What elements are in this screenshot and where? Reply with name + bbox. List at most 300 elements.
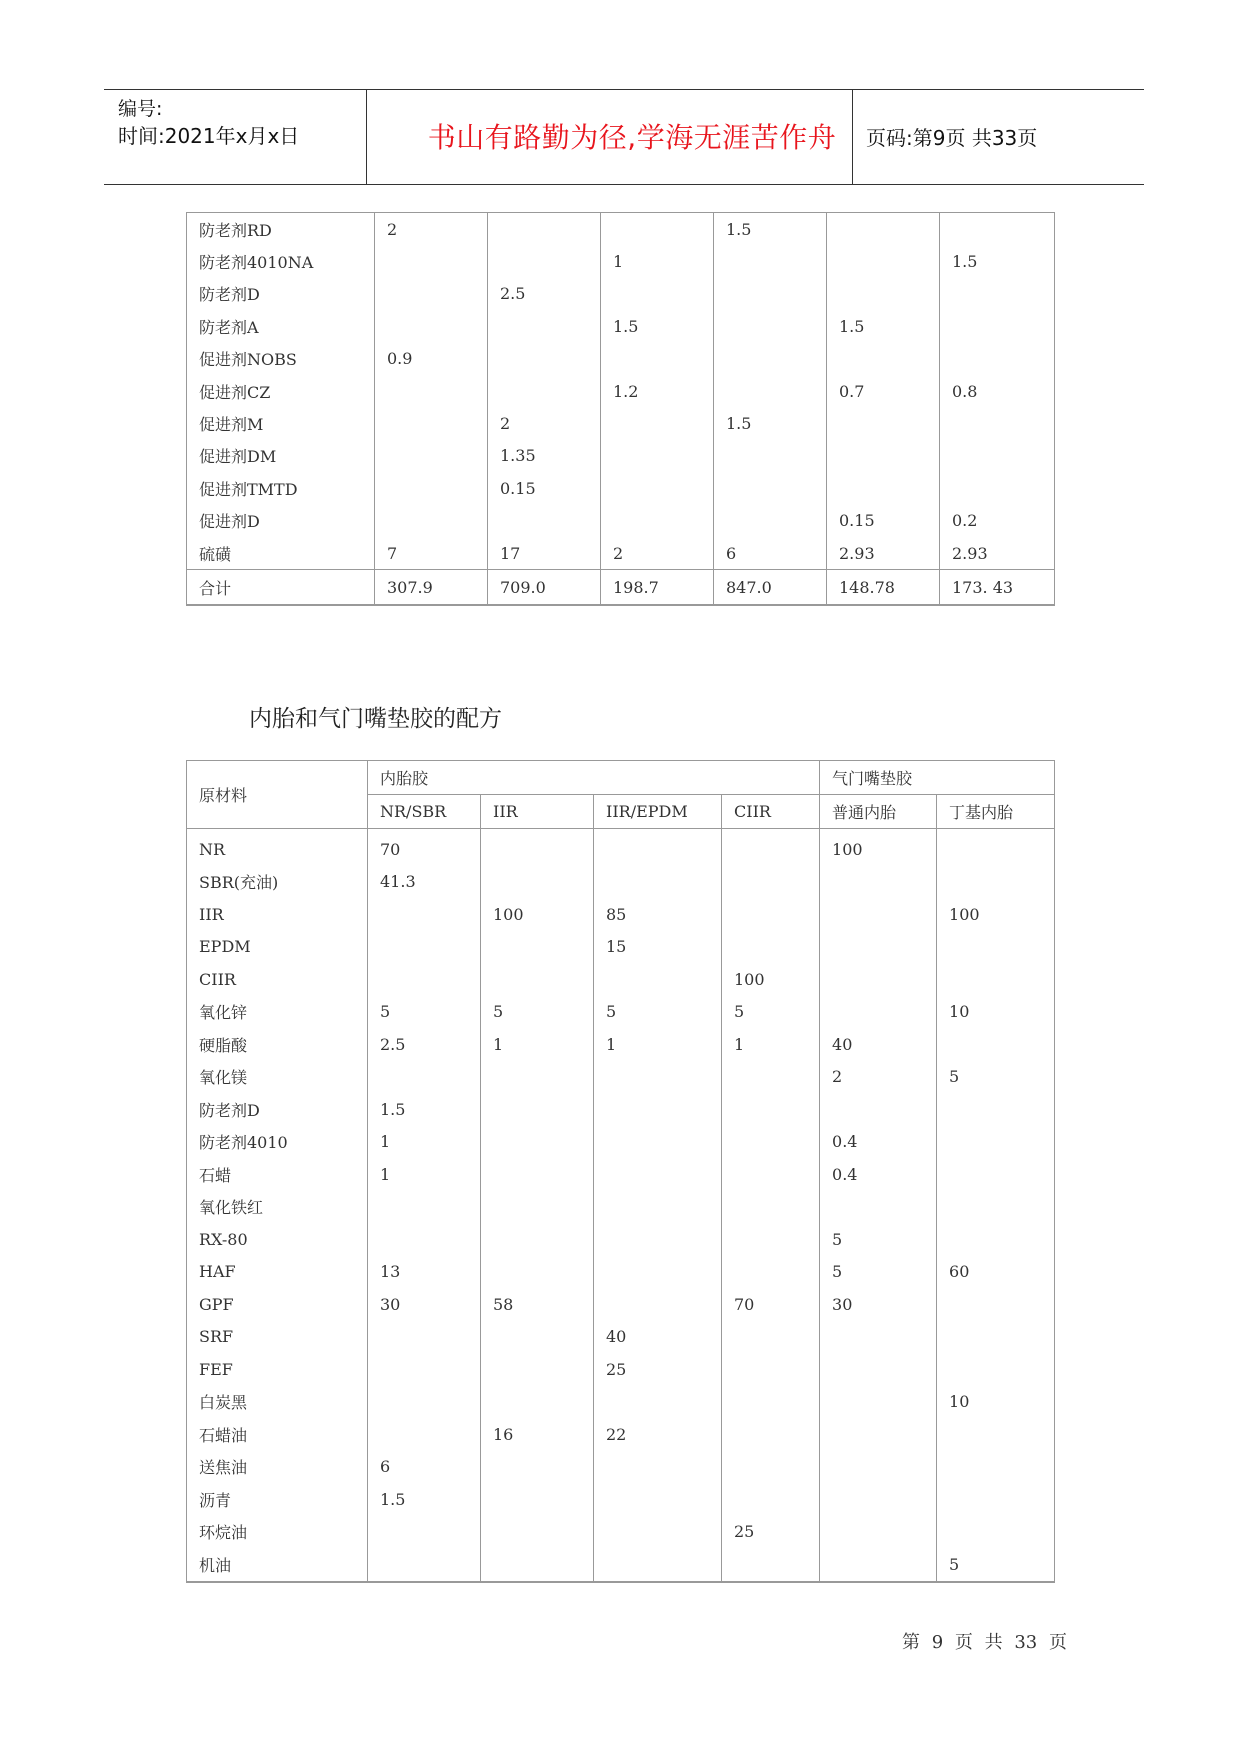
amount-cell [940,472,1055,504]
amount-cell [481,1093,594,1126]
amount-cell [940,440,1055,472]
amount-cell [940,278,1055,310]
amount-cell [722,1223,820,1256]
amount-cell [937,963,1055,996]
amount-cell: 1.2 [601,375,714,407]
table-row [187,996,1055,1029]
table-row [187,1548,1055,1582]
amount-cell: 1.5 [601,310,714,342]
material-name-cell: 促进剂D [187,505,375,537]
table-row [187,829,1055,866]
group-header-valve-pad: 气门嘴垫胶 [820,761,1055,795]
amount-cell [937,1223,1055,1256]
amount-cell [368,1061,481,1094]
amount-cell: 5 [820,1256,937,1289]
amount-cell [722,1256,820,1289]
amount-cell [375,245,488,277]
group-header-inner-tube: 内胎胶 [368,761,820,795]
amount-cell [722,1093,820,1126]
amount-cell: 30 [820,1288,937,1321]
amount-cell [937,829,1055,866]
amount-cell [722,1483,820,1516]
material-name-cell: NR [187,829,368,866]
material-name-cell: 石蜡油 [187,1418,368,1451]
amount-cell [937,1158,1055,1191]
total-value-cell: 847.0 [714,570,827,606]
amount-cell [601,505,714,537]
amount-cell [722,1158,820,1191]
amount-cell [722,1548,820,1582]
material-name-cell: 环烷油 [187,1516,368,1549]
amount-cell [601,407,714,439]
table-row [187,213,1055,246]
amount-cell [601,440,714,472]
amount-cell [375,310,488,342]
amount-cell: 100 [481,898,594,931]
amount-cell [940,343,1055,375]
amount-cell [937,931,1055,964]
material-name-cell: 防老剂4010NA [187,245,375,277]
amount-cell: 22 [594,1418,722,1451]
amount-cell [820,931,937,964]
amount-cell [594,1126,722,1159]
amount-cell [714,375,827,407]
table-row [187,1223,1055,1256]
material-name-cell: 防老剂D [187,278,375,310]
amount-cell: 41.3 [368,866,481,899]
amount-cell [594,1093,722,1126]
amount-cell [827,440,940,472]
material-name-cell: CIIR [187,963,368,996]
total-value-cell: 148.78 [827,570,940,606]
amount-cell: 40 [594,1321,722,1354]
material-name-cell: 防老剂4010 [187,1126,368,1159]
material-name-cell: IIR [187,898,368,931]
header-motto: 书山有路勤为径,学海无涯苦作舟 [427,121,837,154]
amount-cell [722,866,820,899]
amount-cell: 25 [722,1516,820,1549]
material-name-cell: 促进剂M [187,407,375,439]
document-number-label: 编号: [118,98,163,120]
amount-cell [488,343,601,375]
amount-cell: 15 [594,931,722,964]
material-name-cell: FEF [187,1353,368,1386]
amount-cell: 10 [937,1386,1055,1419]
material-name-cell: 防老剂RD [187,213,375,246]
material-name-cell: GPF [187,1288,368,1321]
amount-cell [594,1516,722,1549]
amount-cell [375,375,488,407]
amount-cell [937,1451,1055,1484]
amount-cell [820,996,937,1029]
total-label-cell: 合计 [187,570,375,606]
amount-cell [488,310,601,342]
table-row [187,898,1055,931]
material-name-cell: 促进剂CZ [187,375,375,407]
amount-cell: 100 [820,829,937,866]
amount-cell [481,1256,594,1289]
amount-cell: 25 [594,1353,722,1386]
amount-cell [827,472,940,504]
amount-cell [714,310,827,342]
amount-cell [594,1288,722,1321]
material-name-cell: 送焦油 [187,1451,368,1484]
amount-cell [722,1126,820,1159]
table-row [187,343,1055,375]
amount-cell [368,1321,481,1354]
material-name-cell: 机油 [187,1548,368,1582]
material-name-cell: RX-80 [187,1223,368,1256]
amount-cell [820,1451,937,1484]
amount-cell [722,1061,820,1094]
amount-cell: 0.4 [820,1158,937,1191]
table-row [187,1483,1055,1516]
page-header [104,89,1144,185]
amount-cell [820,1516,937,1549]
material-name-cell: 防老剂D [187,1093,368,1126]
amount-cell [594,1386,722,1419]
total-value-cell: 173. 43 [940,570,1055,606]
amount-cell: 6 [714,537,827,570]
table-row [187,375,1055,407]
material-name-cell: 促进剂DM [187,440,375,472]
amount-cell [820,963,937,996]
amount-cell: 2 [820,1061,937,1094]
amount-cell [601,213,714,246]
amount-cell: 6 [368,1451,481,1484]
subheader-cell: NR/SBR [368,795,481,829]
amount-cell [820,866,937,899]
amount-cell: 10 [937,996,1055,1029]
amount-cell [594,866,722,899]
amount-cell [368,1548,481,1582]
amount-cell: 40 [820,1028,937,1061]
amount-cell: 1.5 [940,245,1055,277]
table-row [187,1288,1055,1321]
amount-cell: 1.5 [827,310,940,342]
amount-cell: 13 [368,1256,481,1289]
amount-cell [937,1418,1055,1451]
amount-cell [714,245,827,277]
amount-cell [714,440,827,472]
table-row [187,1191,1055,1224]
amount-cell [594,1483,722,1516]
table-row [187,310,1055,342]
amount-cell [722,1321,820,1354]
amount-cell [722,898,820,931]
amount-cell: 0.15 [488,472,601,504]
amount-cell: 0.2 [940,505,1055,537]
total-value-cell: 709.0 [488,570,601,606]
amount-cell [375,440,488,472]
amount-cell [937,1516,1055,1549]
amount-cell [375,407,488,439]
amount-cell: 1 [368,1126,481,1159]
amount-cell [594,1061,722,1094]
amount-cell: 1.5 [714,407,827,439]
amount-cell [722,1451,820,1484]
amount-cell [937,1321,1055,1354]
amount-cell [488,213,601,246]
amount-cell [820,1321,937,1354]
amount-cell: 30 [368,1288,481,1321]
material-name-cell: 硫磺 [187,537,375,570]
amount-cell: 2.5 [488,278,601,310]
formula-table-continued [186,212,1055,606]
amount-cell: 1.35 [488,440,601,472]
header-divider [366,90,367,184]
table-row [187,1256,1055,1289]
amount-cell [368,963,481,996]
amount-cell [375,278,488,310]
amount-cell: 0.8 [940,375,1055,407]
amount-cell [601,278,714,310]
amount-cell [481,1548,594,1582]
amount-cell [594,1451,722,1484]
table-row [187,407,1055,439]
amount-cell: 5 [820,1223,937,1256]
amount-cell: 70 [368,829,481,866]
amount-cell [481,1321,594,1354]
table-row [187,245,1055,277]
amount-cell [481,1451,594,1484]
amount-cell [368,931,481,964]
amount-cell [722,931,820,964]
amount-cell [481,866,594,899]
amount-cell [820,1191,937,1224]
table-row [187,1353,1055,1386]
page-footer: 第 9 页 共 33 页 [902,1632,1067,1653]
amount-cell [714,343,827,375]
amount-cell [481,931,594,964]
amount-cell: 2 [601,537,714,570]
total-value-cell: 307.9 [375,570,488,606]
amount-cell [722,1386,820,1419]
amount-cell [375,505,488,537]
amount-cell: 60 [937,1256,1055,1289]
amount-cell: 17 [488,537,601,570]
amount-cell [481,1353,594,1386]
amount-cell [368,1418,481,1451]
header-page-label: 页码:第9页 共33页 [866,126,1038,150]
section-title: 内胎和气门嘴垫胶的配方 [249,706,502,732]
amount-cell [368,898,481,931]
amount-cell [481,1223,594,1256]
subheader-cell: 普通内胎 [820,795,937,829]
subheader-cell: IIR [481,795,594,829]
table-row [187,1158,1055,1191]
table-row [187,866,1055,899]
amount-cell: 1.5 [714,213,827,246]
amount-cell [820,1548,937,1582]
amount-cell [481,1483,594,1516]
material-name-cell: EPDM [187,931,368,964]
amount-cell: 1 [722,1028,820,1061]
amount-cell [481,829,594,866]
material-name-cell: 氧化镁 [187,1061,368,1094]
amount-cell: 100 [937,898,1055,931]
amount-cell [827,407,940,439]
material-name-cell: 氧化铁红 [187,1191,368,1224]
amount-cell [375,472,488,504]
amount-cell [820,898,937,931]
amount-cell [481,1386,594,1419]
table-row [187,1126,1055,1159]
amount-cell: 5 [937,1061,1055,1094]
material-name-cell: SBR(充油) [187,866,368,899]
amount-cell: 2.93 [940,537,1055,570]
table-row [187,278,1055,310]
amount-cell [937,1288,1055,1321]
table-row [187,537,1055,570]
amount-cell: 7 [375,537,488,570]
amount-cell [368,1223,481,1256]
amount-cell [940,310,1055,342]
document-time-label: 时间:2021年x月x日 [118,124,300,148]
table-row [187,1516,1055,1549]
table-row [187,505,1055,537]
amount-cell [940,213,1055,246]
amount-cell: 1 [601,245,714,277]
amount-cell [594,829,722,866]
material-name-cell: 白炭黑 [187,1386,368,1419]
amount-cell: 58 [481,1288,594,1321]
header-divider [852,90,853,184]
amount-cell [937,1483,1055,1516]
amount-cell: 5 [937,1548,1055,1582]
amount-cell [937,1191,1055,1224]
amount-cell [722,1418,820,1451]
amount-cell [594,1548,722,1582]
table-row [187,1093,1055,1126]
table-row [187,1028,1055,1061]
amount-cell [368,1386,481,1419]
amount-cell [481,1191,594,1224]
amount-cell [937,1028,1055,1061]
amount-cell: 1 [368,1158,481,1191]
material-name-cell: HAF [187,1256,368,1289]
material-name-cell: 氧化锌 [187,996,368,1029]
amount-cell [820,1386,937,1419]
amount-cell [594,963,722,996]
inner-tube-formula-table [186,760,1055,1583]
table-row [187,1321,1055,1354]
amount-cell: 16 [481,1418,594,1451]
subheader-cell: IIR/EPDM [594,795,722,829]
amount-cell [937,1126,1055,1159]
amount-cell [601,472,714,504]
amount-cell [481,1126,594,1159]
material-name-cell: 沥青 [187,1483,368,1516]
amount-cell: 0.9 [375,343,488,375]
material-name-cell: 促进剂NOBS [187,343,375,375]
amount-cell [714,278,827,310]
material-name-cell: SRF [187,1321,368,1354]
subheader-cell: CIIR [722,795,820,829]
amount-cell [722,829,820,866]
amount-cell [820,1483,937,1516]
table-row [187,1386,1055,1419]
amount-cell [714,505,827,537]
amount-cell [827,343,940,375]
subheader-cell: 丁基内胎 [937,795,1055,829]
amount-cell [368,1353,481,1386]
amount-cell [594,1158,722,1191]
amount-cell: 0.7 [827,375,940,407]
amount-cell: 100 [722,963,820,996]
amount-cell [820,1418,937,1451]
amount-cell [940,407,1055,439]
amount-cell: 1 [594,1028,722,1061]
amount-cell [937,1093,1055,1126]
amount-cell [601,343,714,375]
table-row [187,472,1055,504]
material-name-cell: 防老剂A [187,310,375,342]
amount-cell [937,866,1055,899]
amount-cell [820,1093,937,1126]
amount-cell [937,1353,1055,1386]
table-row [187,931,1055,964]
amount-cell: 0.4 [820,1126,937,1159]
amount-cell [481,1061,594,1094]
amount-cell: 2.93 [827,537,940,570]
amount-cell: 2 [488,407,601,439]
amount-cell: 0.15 [827,505,940,537]
amount-cell [481,963,594,996]
amount-cell [481,1516,594,1549]
amount-cell [488,245,601,277]
amount-cell: 5 [722,996,820,1029]
table-row [187,1418,1055,1451]
amount-cell [594,1223,722,1256]
amount-cell [722,1353,820,1386]
amount-cell [594,1256,722,1289]
amount-cell: 1 [481,1028,594,1061]
table-row [187,963,1055,996]
amount-cell [488,375,601,407]
amount-cell: 85 [594,898,722,931]
total-row [187,570,1055,606]
amount-cell [368,1516,481,1549]
amount-cell: 1.5 [368,1483,481,1516]
amount-cell: 5 [368,996,481,1029]
amount-cell [827,213,940,246]
material-name-cell: 促进剂TMTD [187,472,375,504]
table-row [187,1451,1055,1484]
amount-cell: 2.5 [368,1028,481,1061]
amount-cell [714,472,827,504]
amount-cell [594,1191,722,1224]
amount-cell [827,245,940,277]
amount-cell [368,1191,481,1224]
table-row [187,440,1055,472]
amount-cell [722,1191,820,1224]
total-value-cell: 198.7 [601,570,714,606]
table-row [187,1061,1055,1094]
amount-cell: 2 [375,213,488,246]
material-name-cell: 硬脂酸 [187,1028,368,1061]
amount-cell [820,1353,937,1386]
amount-cell [481,1158,594,1191]
amount-cell [827,278,940,310]
amount-cell: 1.5 [368,1093,481,1126]
amount-cell: 5 [594,996,722,1029]
amount-cell: 5 [481,996,594,1029]
amount-cell [488,505,601,537]
material-name-cell: 石蜡 [187,1158,368,1191]
material-header: 原材料 [187,761,368,829]
amount-cell: 70 [722,1288,820,1321]
